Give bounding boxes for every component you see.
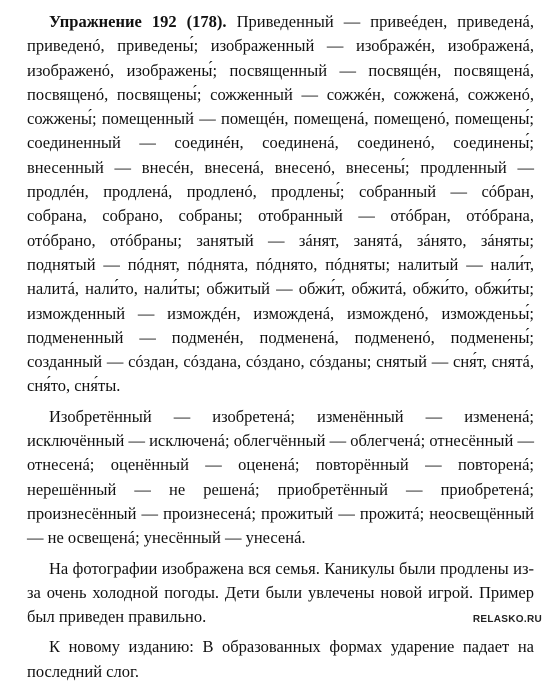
exercise-answer-forms: Приведенный — привеéден, приведенá, приведенó, приведены́; изображенный — изображéн, изображенá, изображенó, изображены́; посвященный — посвящéн, посвященá, посвященó, посвящены́; сожженный — сожжéн, сожженá, сожженó, сожжены́; помещенный — помещéн, помещенá, помещенó, помещены́; соединенный — соединéн, соединенá, соединенó, соединены́; внесенный — внесéн, внесенá, внесенó, внесены́; продленный — продлéн, продленá, продленó, продлены́; собранный — сóбран, собрана, собрано, собраны; отобранный — отóбран, отóбрана, отóбрано, отóбраны; занятый — зáнят, занятá, зáнято, зáняты; поднятый — пóднят, пóднята, пóднято, пóдняты; налитый — нали́т, налитá, нали́то, нали́ты; обжитый — обжи́т, обжитá, обжи́то, обжи́ты; изможденный — измождéн, изможденá, изможденó, изможденьы́; подмененный — подменéн, подмененá, подмененó, подменены́; созданный — сóздан, сóздана, сóздано, сóзданы; снятый — сня́т, снятá, сня́то, сня́ты. (27, 12, 534, 396)
exercise-paragraph-2: Изобретённый — изобретенá; изменённый — измененá; исключённый — исключенá; облегчённый — облегченá; отнесённый — отнесенá; оценённый — оцененá; повторённый — повторенá; нерешённый — не решенá; приобретённый — приобретенá; произнесённый — произнесенá; прожитый — прожитá; неосвещённый — не освещенá; унесённый — унесенá. (27, 406, 534, 548)
site-watermark: RELASKO.RU (472, 614, 542, 625)
exercise-paragraph-4: К новому изданию: В образованных формах ударение падает на последний слог. (27, 637, 534, 681)
exercise-paragraph-3: На фотографии изображена вся семья. Каникулы были продлены из-за очень холодной погоды. Дети были увлечены новой игрой. Пример был приведен правильно. (27, 558, 534, 627)
exercise-title: Упражнение 192 (178). (49, 12, 227, 31)
exercise-paragraph-1 (27, 10, 534, 399)
